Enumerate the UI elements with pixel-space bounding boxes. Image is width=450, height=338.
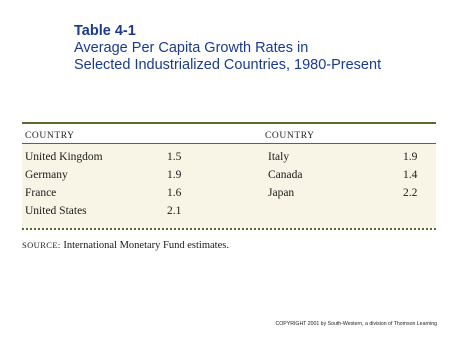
rate-cell: 1.9 — [403, 151, 418, 163]
country-cell: Canada — [268, 169, 303, 181]
copyright-notice: COPYRIGHT 2001 by South-Western, a division of Thomson Learning — [275, 321, 437, 327]
country-cell: United Kingdom — [25, 151, 103, 163]
bottom-rule — [22, 228, 436, 230]
table-title — [74, 23, 444, 74]
column-header-country-right: COUNTRY — [265, 131, 315, 141]
country-cell: United States — [25, 205, 87, 217]
title-line-2: Selected Industrialized Countries, 1980-Present — [74, 57, 382, 73]
country-cell: France — [25, 187, 57, 199]
country-cell: Italy — [268, 151, 290, 163]
rate-cell: 1.5 — [167, 151, 182, 163]
table-row — [22, 169, 436, 187]
rate-cell: 2.2 — [403, 187, 418, 199]
rate-cell: 1.4 — [403, 169, 418, 181]
growth-rates-table — [22, 122, 436, 230]
source-text: International Monetary Fund estimates. — [60, 240, 229, 251]
table-row — [22, 151, 436, 169]
table-row — [22, 187, 436, 205]
source-label: SOURCE: — [22, 240, 61, 250]
table-row — [22, 205, 436, 223]
title-line-1: Average Per Capita Growth Rates in — [74, 40, 309, 56]
header-row — [22, 124, 436, 143]
column-header-country-left: COUNTRY — [25, 131, 75, 141]
rate-cell: 2.1 — [167, 205, 182, 217]
rate-cell: 1.9 — [167, 169, 182, 181]
country-cell: Germany — [25, 169, 68, 181]
rate-cell: 1.6 — [167, 187, 182, 199]
table-body — [22, 144, 436, 228]
source-note — [22, 240, 229, 251]
country-cell: Japan — [268, 187, 295, 199]
table-number: Table 4-1 — [74, 23, 136, 39]
